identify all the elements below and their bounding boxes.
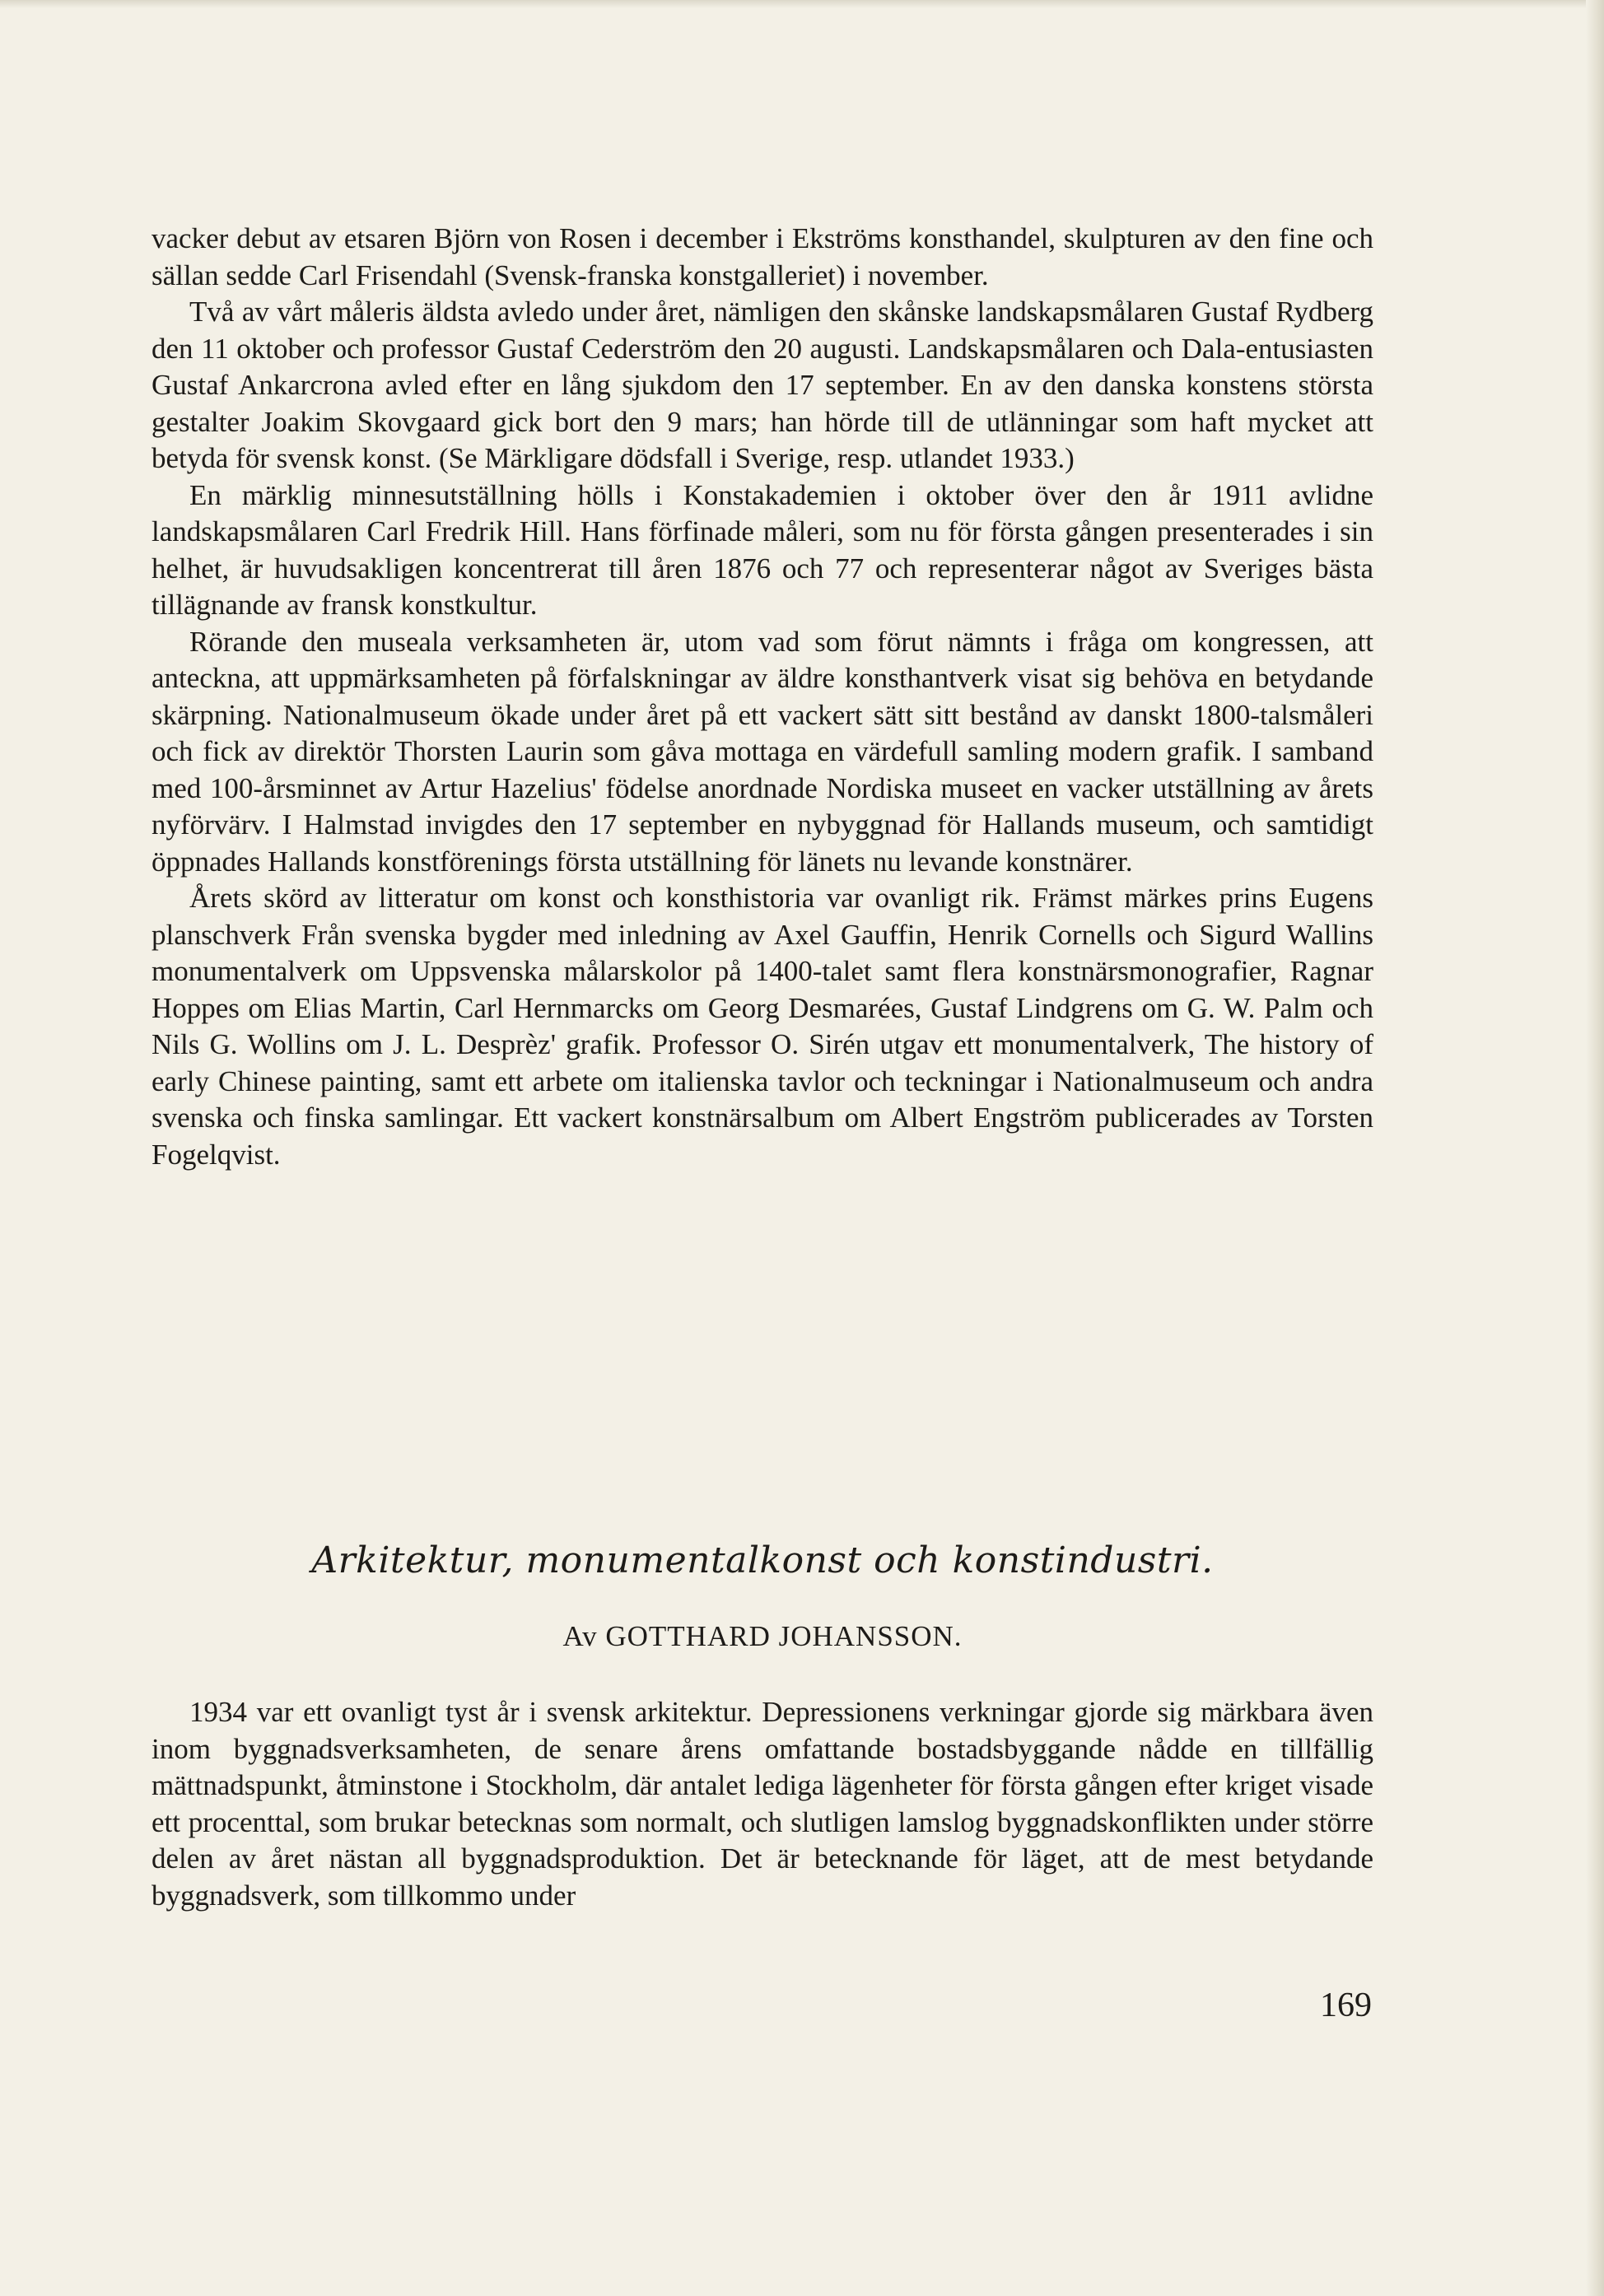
body-text-column: [152, 221, 1373, 1173]
paragraph-2: Två av vårt måleris äldsta avledo under året, nämligen den skånske landskapsmålaren Gustaf Rydberg den 11 oktober och professor Gustaf Cederström den 20 augusti. Landskapsmålaren och Dala-entusiasten Gustaf Ankarcrona avled efter en lång sjukdom den 17 september. En av den danska konstens största gestalter Joakim Skovgaard gick bort den 9 mars; han hörde till de utlänningar som haft mycket att betyda för svensk konst. (Se Märkligare dödsfall i Sverige, resp. utlandet 1933.): [152, 296, 1373, 474]
paragraph-4: Rörande den museala verksamheten är, utom vad som förut nämnts i fråga om kongressen, att anteckna, att uppmärksamheten på förfalskningar av äldre konsthantverk visat sig behöva en betydande skärpning. Nationalmuseum ökade under året på ett vackert sätt sitt bestånd av danskt 1800-talsmåleri och fick av direktör Thorsten Laurin som gåva mottaga en värdefull samling modern grafik. I samband med 100-årsminnet av Artur Hazelius' födelse anordnade Nordiska museet en vacker utställning av årets nyförvärv. I Halmstad invigdes den 17 september en nybyggnad för Hallands museum, och samtidigt öppnades Hallands konstförenings första utställning för länets nu levande konstnärer.: [152, 625, 1373, 878]
section-byline: Av GOTTHARD JOHANSSON.: [562, 1620, 963, 1652]
paragraph-5: Årets skörd av litteratur om konst och konsthistoria var ovanligt rik. Främst märkes prins Eugens planschverk Från svenska bygder med inledning av Axel Gauffin, Henrik Cornells och Sigurd Wallins monumentalverk om Uppsvenska målarskolor på 1400-talet samt flera konstnärsmonografier, Ragnar Hoppes om Elias Martin, Carl Hernmarcks om Georg Desmarées, Gustaf Lindgrens om G. W. Palm och Nils G. Wollins om J. L. Desprèz' grafik. Professor O. Sirén utgav ett monumentalverk, The history of early Chinese painting, samt ett arbete om italienska tavlor och teckningar i Nationalmuseum och andra svenska och finska samlingar. Ett vackert konstnärsalbum om Albert Engström publicerades av Torsten Fogelqvist.: [152, 882, 1373, 1171]
page-top-edge: [0, 0, 1604, 8]
paragraph-1: vacker debut av etsaren Björn von Rosen i december i Ekströms konsthandel, skulpturen av den fine och sällan sedde Carl Frisendahl (Svensk-franska konstgalleriet) i november.: [152, 222, 1373, 291]
page-right-edge: [1586, 0, 1604, 2296]
section-paragraph-1: 1934 var ett ovanligt tyst år i svensk arkitektur. Depressionens verkningar gjorde sig märkbara även inom byggnadsverksamheten, de senare årens omfattande bostadsbyggande nådde en tillfällig mättnadspunkt, åtminstone i Stockholm, där antalet lediga lägenheter för första gången efter kriget visade ett procenttal, som brukar betecknas som normalt, och slutligen lamslog byggnadskonflikten under större delen av året nästan all byggnadsproduktion. Det är betecknande för läget, att de mest betydande byggnadsverk, som tillkommo under: [152, 1696, 1373, 1912]
paragraph-3: En märklig minnesutställning hölls i Konstakademien i oktober över den år 1911 avlidne landskapsmålaren Carl Fredrik Hill. Hans förfinade måleri, som nu för första gången presenterades i sin helhet, är huvudsakligen koncentrerat till åren 1876 och 77 och representerar något av Sveriges bästa tillägnande av fransk konstkultur.: [152, 478, 1373, 621]
section-heading: Arkitektur, monumentalkonst och konstindustri.: [311, 1539, 1214, 1581]
page-number: 169: [1320, 1986, 1372, 2024]
section-body-column: [152, 1694, 1373, 1914]
